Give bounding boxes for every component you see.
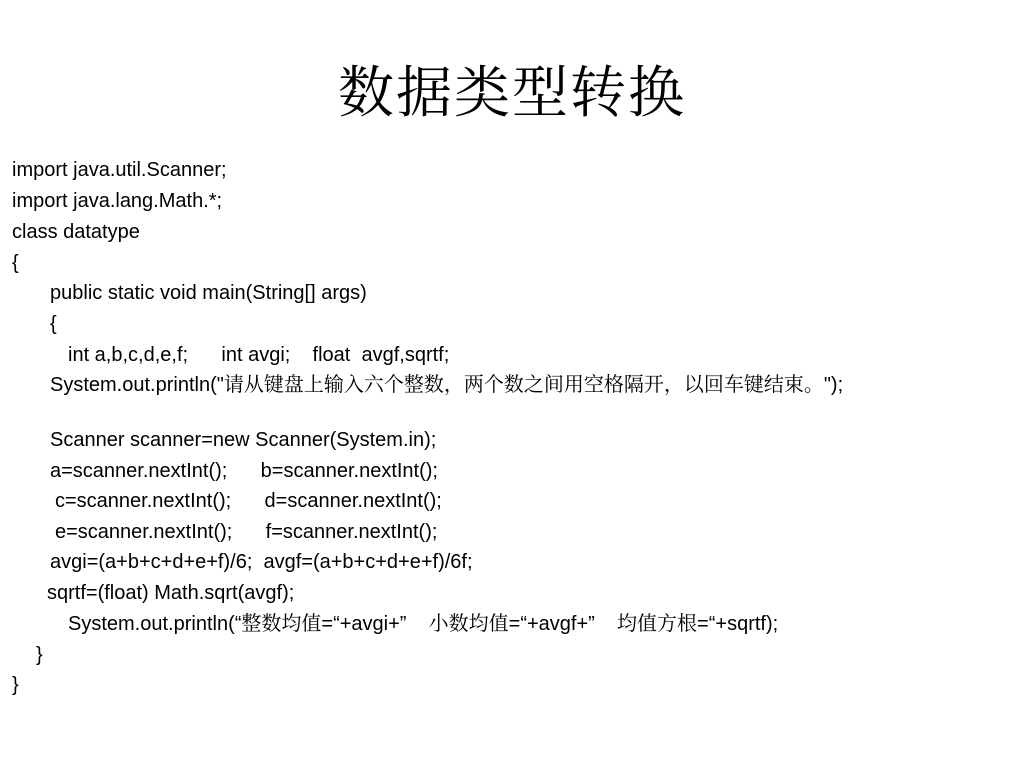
code-line: class datatype	[12, 221, 140, 243]
code-line: int a,b,c,d,e,f; int avgi; float avgf,sqrtf;	[68, 344, 450, 366]
code-line: System.out.println("请从键盘上输入六个整数，两个数之间用空格隔开，以回车键结束。");	[50, 374, 844, 396]
code-line: {	[50, 313, 57, 335]
slide-title: 数据类型转换	[338, 61, 686, 126]
code-line: }	[12, 674, 19, 696]
code-line: e=scanner.nextInt(); f=scanner.nextInt();	[55, 521, 438, 543]
code-line: avgi=(a+b+c+d+e+f)/6; avgf=(a+b+c+d+e+f)/6f;	[50, 551, 473, 573]
code-line: import java.lang.Math.*;	[12, 190, 223, 212]
code-line: public static void main(String[] args)	[50, 282, 367, 304]
code-line: }	[36, 644, 43, 666]
code-line: a=scanner.nextInt(); b=scanner.nextInt();	[50, 460, 438, 482]
code-line: c=scanner.nextInt(); d=scanner.nextInt();	[55, 490, 442, 512]
code-block	[0, 152, 1024, 712]
code-line: System.out.println(“整数均值=“+avgi+” 小数均值=“+avgf+” 均值方根=“+sqrtf);	[68, 613, 779, 635]
code-line: sqrtf=(float) Math.sqrt(avgf);	[47, 582, 295, 604]
code-line: Scanner scanner=new Scanner(System.in);	[50, 429, 437, 451]
code-line: import java.util.Scanner;	[12, 159, 227, 181]
code-line: {	[12, 252, 19, 274]
